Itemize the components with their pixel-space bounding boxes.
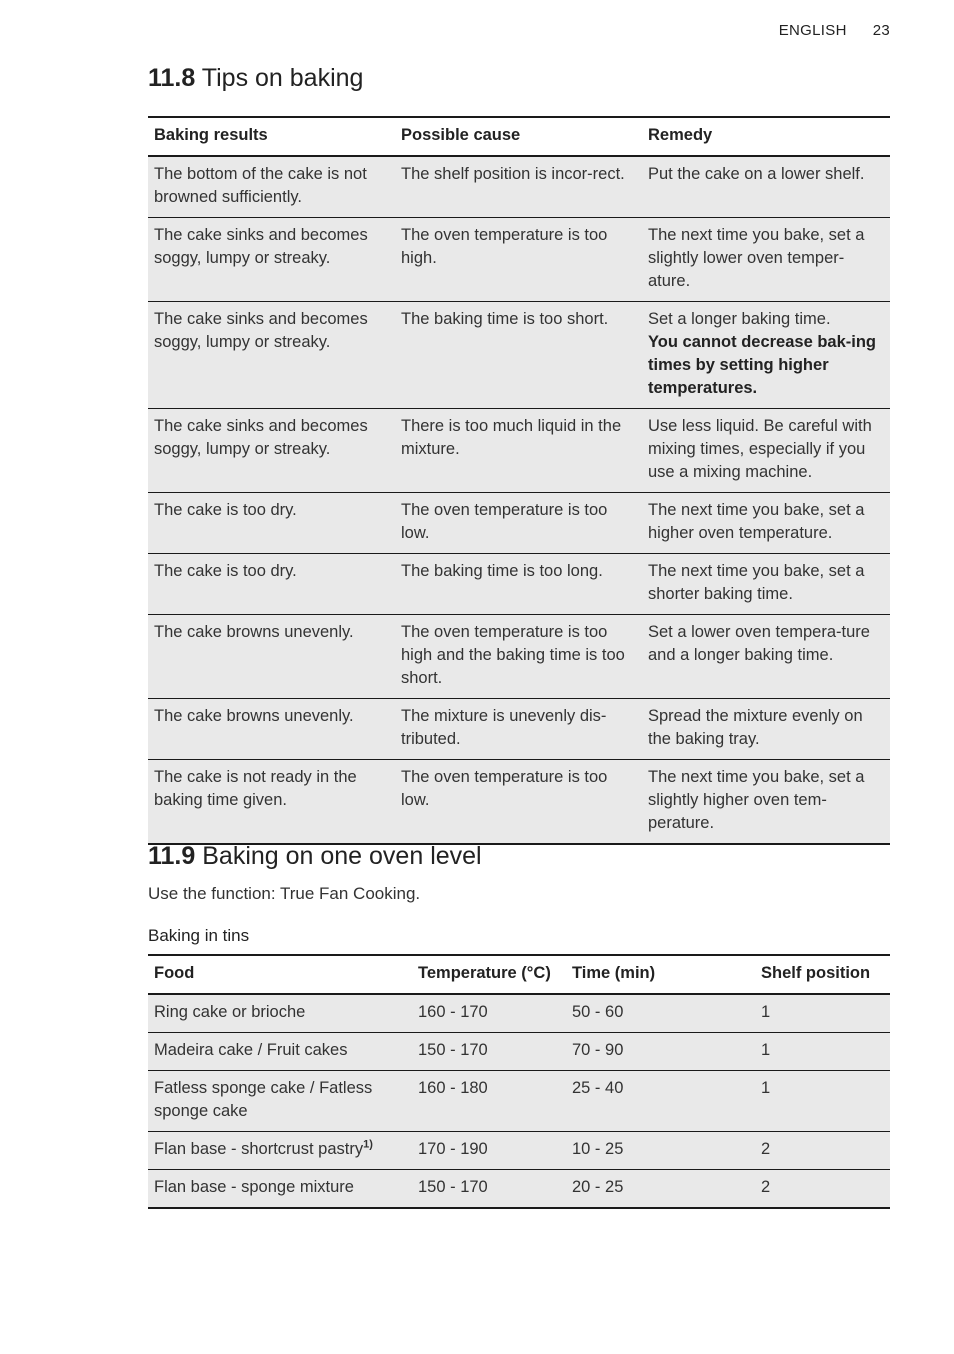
table-header-row (148, 117, 890, 156)
column-header: Time (min) (566, 955, 755, 994)
food-name: Madeira cake / Fruit cakes (154, 1041, 348, 1059)
baking-result-cell: The cake sinks and becomes soggy, lumpy or streaky. (148, 218, 395, 302)
remedy-cell (642, 554, 890, 615)
food-cell (148, 1071, 412, 1132)
possible-cause-cell: The shelf position is incor-rect. (395, 156, 642, 218)
table-row (148, 1033, 890, 1071)
baking-result-cell: The cake is too dry. (148, 493, 395, 554)
remedy-text: Set a longer baking time. (648, 310, 831, 328)
baking-in-tins-table (148, 954, 890, 1209)
table-row (148, 699, 890, 760)
section-title-tips-on-baking (148, 64, 363, 93)
food-name: Ring cake or brioche (154, 1003, 306, 1021)
section-number: 11.9 (148, 842, 196, 870)
possible-cause-cell: The oven temperature is too low. (395, 760, 642, 845)
time-cell: 20 - 25 (566, 1170, 755, 1209)
remedy-text: Set a lower oven tempera-ture and a longer baking time. (648, 623, 870, 664)
table-row (148, 302, 890, 409)
section-title-text: Tips on baking (201, 64, 364, 92)
remedy-cell (642, 615, 890, 699)
baking-result-cell: The cake browns unevenly. (148, 615, 395, 699)
baking-result-cell: The cake sinks and becomes soggy, lumpy or streaky. (148, 409, 395, 493)
column-header: Remedy (642, 117, 890, 156)
food-cell (148, 1033, 412, 1071)
page-number: 23 (872, 22, 890, 39)
table-row (148, 994, 890, 1033)
page-header (779, 22, 890, 39)
possible-cause-cell: The baking time is too long. (395, 554, 642, 615)
column-header: Baking results (148, 117, 395, 156)
table-row (148, 1071, 890, 1132)
temperature-cell: 150 - 170 (412, 1170, 566, 1209)
remedy-cell (642, 409, 890, 493)
shelf-position-cell: 1 (755, 1071, 890, 1132)
section-number: 11.8 (148, 64, 196, 92)
remedy-warning: You cannot decrease bak-ing times by setting higher temperatures. (648, 333, 877, 397)
table-row (148, 554, 890, 615)
subheading-baking-in-tins: Baking in tins (148, 926, 250, 945)
food-cell (148, 994, 412, 1033)
food-cell (148, 1170, 412, 1209)
possible-cause-cell: There is too much liquid in the mixture. (395, 409, 642, 493)
remedy-text: The next time you bake, set a slightly lower oven temper-ature. (648, 226, 865, 290)
baking-result-cell: The cake is too dry. (148, 554, 395, 615)
column-header: Possible cause (395, 117, 642, 156)
possible-cause-cell: The baking time is too short. (395, 302, 642, 409)
food-cell (148, 1132, 412, 1170)
section-intro: Use the function: True Fan Cooking. (148, 884, 421, 903)
baking-result-cell: The cake browns unevenly. (148, 699, 395, 760)
baking-result-cell: The cake is not ready in the baking time given. (148, 760, 395, 845)
language-label: ENGLISH (778, 22, 847, 39)
section-title-text: Baking on one oven level (202, 842, 482, 870)
baking-result-cell: The cake sinks and becomes soggy, lumpy or streaky. (148, 302, 395, 409)
shelf-position-cell: 2 (755, 1132, 890, 1170)
remedy-cell (642, 218, 890, 302)
remedy-text: The next time you bake, set a slightly higher oven tem-perature. (648, 768, 865, 832)
food-name: Flan base - shortcrust pastry (154, 1140, 364, 1158)
remedy-text: Use less liquid. Be careful with mixing times, especially if you use a mixing machine. (648, 417, 872, 481)
temperature-cell: 160 - 170 (412, 994, 566, 1033)
table-row (148, 1170, 890, 1209)
shelf-position-cell: 2 (755, 1170, 890, 1209)
food-name: Fatless sponge cake / Fatless sponge cake (154, 1079, 373, 1120)
section-title-baking-one-level (148, 842, 482, 871)
remedy-cell (642, 156, 890, 218)
table-row (148, 760, 890, 845)
footnote-marker: 1) (363, 1138, 373, 1151)
shelf-position-cell: 1 (755, 994, 890, 1033)
table-row (148, 156, 890, 218)
temperature-cell: 170 - 190 (412, 1132, 566, 1170)
possible-cause-cell: The oven temperature is too high. (395, 218, 642, 302)
possible-cause-cell: The oven temperature is too low. (395, 493, 642, 554)
column-header: Shelf position (755, 955, 890, 994)
remedy-text: Spread the mixture evenly on the baking tray. (648, 707, 863, 748)
temperature-cell: 150 - 170 (412, 1033, 566, 1071)
table-row (148, 493, 890, 554)
table-header-row (148, 955, 890, 994)
table-row (148, 218, 890, 302)
remedy-text: Put the cake on a lower shelf. (648, 165, 865, 183)
time-cell: 10 - 25 (566, 1132, 755, 1170)
baking-tips-table (148, 116, 890, 845)
remedy-cell (642, 760, 890, 845)
temperature-cell: 160 - 180 (412, 1071, 566, 1132)
time-cell: 50 - 60 (566, 994, 755, 1033)
shelf-position-cell: 1 (755, 1033, 890, 1071)
remedy-cell (642, 699, 890, 760)
remedy-cell (642, 302, 890, 409)
food-name: Flan base - sponge mixture (154, 1178, 354, 1196)
table-row (148, 615, 890, 699)
possible-cause-cell: The mixture is unevenly dis-tributed. (395, 699, 642, 760)
column-header: Temperature (°C) (412, 955, 566, 994)
remedy-text: The next time you bake, set a shorter baking time. (648, 562, 865, 603)
baking-result-cell: The bottom of the cake is not browned sufficiently. (148, 156, 395, 218)
time-cell: 70 - 90 (566, 1033, 755, 1071)
time-cell: 25 - 40 (566, 1071, 755, 1132)
table-row (148, 1132, 890, 1170)
possible-cause-cell: The oven temperature is too high and the baking time is too short. (395, 615, 642, 699)
column-header: Food (148, 955, 412, 994)
remedy-cell (642, 493, 890, 554)
table-row (148, 409, 890, 493)
remedy-text: The next time you bake, set a higher oven temperature. (648, 501, 865, 542)
